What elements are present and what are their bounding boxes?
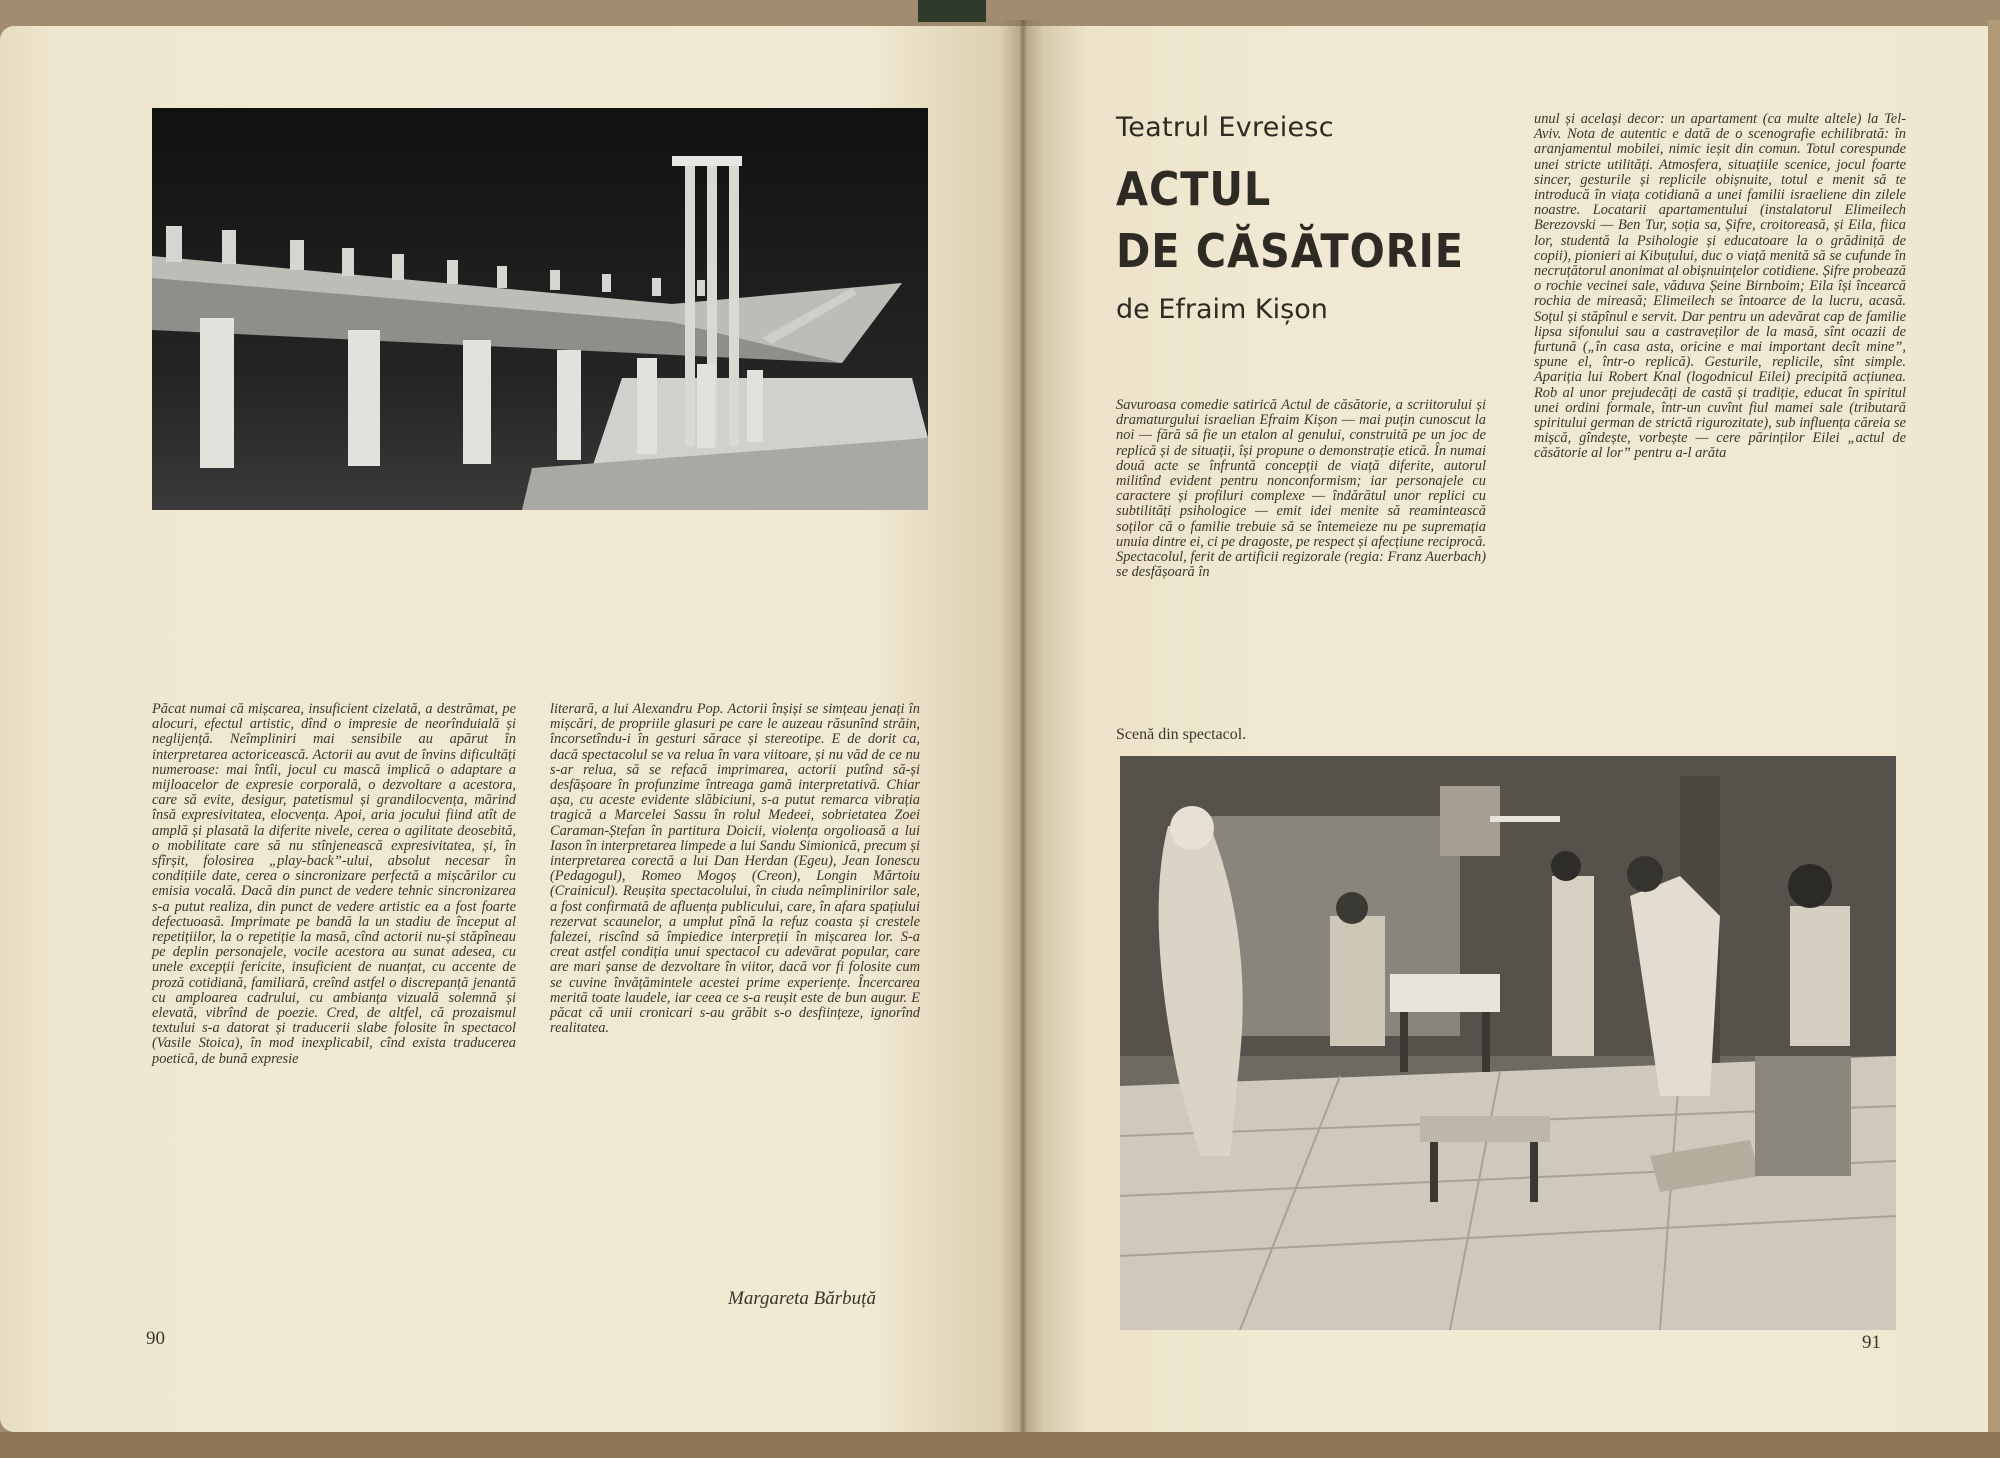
intro-column: Savuroasa comedie satirică Actul de căsătorie, a scriitorului și dramaturgului israelian Efraim Kișon — mai puțin cunoscut la noi — fără să fie un etalon al genului, construită pe un joc de replică și de situații, își propune o demonstrație etică. În numai două acte se înfruntă concepții de viață diferite, autorul militînd evident pentru nonconformism; iar personajele cu caractere și profiluri complexe — îndărătul unor replici cu subtilități psihologice — emit idei menite să reamintească soților că o familie trebuie să se întemeieze nu pe supremația unuia dintre ei, ci pe dragoste, pe respect și afecțiune reciprocă. Spectacolul, ferit de artificii regizorale (regia: Franz Auerbach) se desfășoară în	[1116, 397, 1486, 581]
left-column-1: Păcat numai că mișcarea, insuficient cizelată, a destrămat, pe alocuri, efectul artistic, dînd o impresie de neorînduială și neglijență. Neîmpliniri mai sensibile au apărut în interpretarea actoricească. Actorii au avut de învins dificultăți numeroase: mai întîi, jocul cu mască implică o adaptare a mijloacelor de expresie corporală, o dezvoltare a acestora, care să evite, desigur, patetismul și grandilocvența, mărind însă expresivitatea, elocvența. Apoi, aria jocului fiind atît de amplă și plasată la diferite nivele, cerea o agilitate deosebită, o mobilitate care să nu stînjenească expresivitatea, și, în sfîrșit, folosirea „play-back”-ului, absolut necesar în condițiile date, cerea o sincronizare perfectă a mișcărilor cu emisia vocală. Dacă din punct de vedere tehnic sincronizarea s-a putut realiza, din punct de vedere artistic ea a fost foarte defectuoasă. Imprimate pe bandă la un stadiu de început al repetițiilor, la o repetiție la masă, cînd actorii nu-și stăpîneau pe deplin personajele, vocile acestora au sunat adesea, cu unele excepții fericite, insuficient de nuanțat, cu accente de proză cotidiană, familiară, creînd astfel o discrepanță jenantă cu amploarea cadrului, cu ambianța vizuală solemnă și elevată, vibrînd de poezie. Cred, de altfel, că prozaismul textului s-a datorat și traducerii slabe folosite în spectacol (Vasile Stoica), în mod inexplicabil, cînd exista traducerea poetică, de bună expresie	[152, 701, 516, 1067]
left-column-2: literară, a lui Alexandru Pop. Actorii înșiși se simțeau jenați în mișcări, de propriile glasuri pe care le auzeau răsunînd străin, încorsetîndu-i în gesturi sărace și stereotipe. E de dorit ca, dacă spectacolul se va relua în vara viitoare, și nu văd de ce nu s-ar relua, să se refacă imprimarea, actorii putînd să-și desfășoare în profunzime întreaga gamă interpretativă. Chiar așa, cu aceste evidente slăbiciuni, s-a putut remarca vibrația tragică a Marcelei Sassu în rolul Medeei, sobrietatea Zoei Caraman-Ștefan în partitura Doicii, violența orgolioasă a lui Iason în interpretarea limpede a lui Sandu Simionică, precum și interpretarea corectă a lui Dan Herdan (Egeu), Jean Ionescu (Pedagogul), Romeo Mogoș (Creon), Longin Mărtoiu (Crainicul). Reușita spectacolului, în ciuda neîmplinirilor sale, a fost confirmată de afluența publicului, care, în afara spațiului rezervat scaunelor, a umplut pînă la refuz coasta și crestele falezei, riscînd să împiedice interpreții în mișcarea lor. S-a creat astfel condiția unui spectacol cu adevărat popular, care are mari șanse de dezvoltare în viitor, dacă vor fi folosite cum se cuvine învățămintele acestei prime experiențe. Încercarea merită toate laudele, iar ceea ce s-a reușit este de bun augur. E păcat că unii cronicari s-au grăbit s-o desființeze, ignorînd realitatea.	[550, 701, 920, 1037]
stage-photo-amphitheatre	[152, 108, 928, 510]
play-title-line-1: ACTUL	[1116, 162, 1272, 216]
bookmark-tab	[918, 0, 986, 22]
stage-set-illustration	[152, 108, 928, 510]
scene-photo	[1120, 756, 1896, 1330]
scene-illustration	[1120, 756, 1896, 1330]
left-page	[0, 26, 1020, 1432]
author-signature: Margareta Bărbuță	[728, 1288, 876, 1309]
book-bottom-edge	[0, 1432, 2000, 1458]
play-author: de Efraim Kișon	[1116, 294, 1328, 325]
page-edge	[1988, 20, 2000, 1432]
page-number-right: 91	[1862, 1332, 1881, 1353]
theatre-name: Teatrul Evreiesc	[1116, 112, 1334, 143]
play-title-line-2: DE CĂSĂTORIE	[1116, 224, 1464, 278]
photo-caption: Scenă din spectacol.	[1116, 726, 1247, 743]
right-column: unul și același decor: un apartament (ca multe altele) la Tel-Aviv. Nota de autentic e dată de o scenografie echilibrată: în aranjamentul mobilei, nimic ieșit din comun. Totul corespunde unei stricte utilități. Atmosfera, situațiile scenice, jocul foarte sincer, gesturile și replicile obișnuite, totul e menit să te introducă în viața cotidiană a unei familii israeliene din zilele noastre. Locatarii apartamentului (instalatorul Elimeilech Berezovski — Ben Tur, soția sa, Șifre, croitoreasă, și Eila, fiica lor, studentă la Psihologie și educatoare la o grădiniță de copii), pionieri ai Kibuțului, duc o viață menită să se cufunde în necruțătorul anonimat al obișnuințelor cotidiene. Șifre probează o rochie vecinei sale, văduva Șeine Birnboim; Eila își încearcă rochia de mireasă; Elimeilech se întoarce de la lucru, acasă. Soțul și stăpînul e servit. Dar pentru un adevărat cap de familie lipsa sifonului sau a castraveților de la masă, sînt ocazii de furtună („în casa asta, oricine e mai important decît mine”, spune el, într-o replică). Gesturile, replicile, sînt simple. Apariția lui Robert Knal (logodnicul Eilei) precipită acțiunea. Rob al unor prejudecăți de castă și tradiție, educat în spiritul unei ordini formale, într-un cuvînt fiul mamei sale (tributară spiritului german de strictă rigurozitate), sub influența căreia se mișcă, gîndește, vorbește — cere părinților Eilei „actul de căsătorie al lor” pentru a-l arăta	[1534, 111, 1906, 462]
right-page	[1020, 26, 1988, 1432]
page-number-left: 90	[146, 1328, 165, 1349]
